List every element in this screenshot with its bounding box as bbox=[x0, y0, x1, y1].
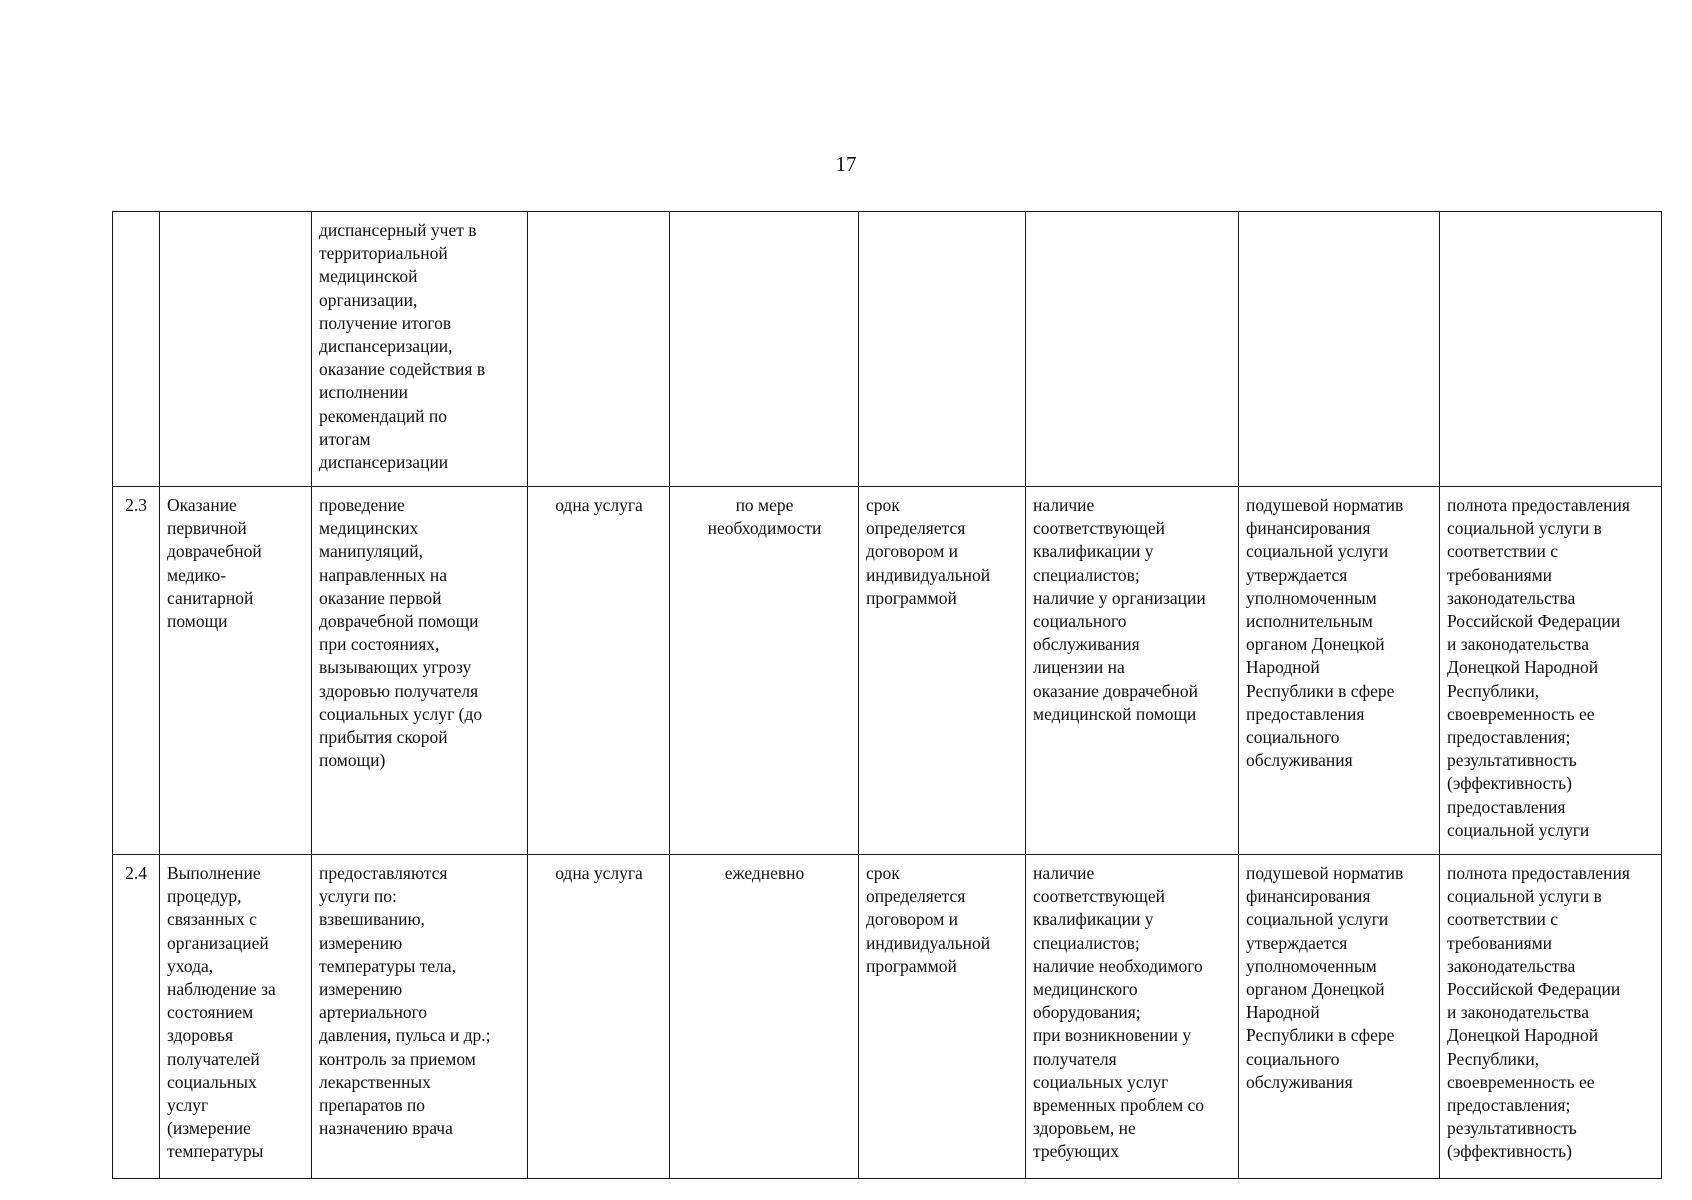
cell-quality: полнота предоставления социальной услуги в соответствии с требованиями законодательства Российской Федерации и законодательства Донецкой Народной Республики, своевременность ее предоставления; результативность (эффективность) bbox=[1440, 855, 1662, 1179]
cell-service-name: Оказание первичной доврачебной медико- санитарной помощи bbox=[160, 487, 312, 855]
table-row bbox=[113, 855, 1662, 1179]
cell-term: срок определяется договором и индивидуальной программой bbox=[859, 855, 1026, 1179]
cell-service-name bbox=[160, 212, 312, 487]
cell-conditions: наличие соответствующей квалификации у специалистов; наличие у организации социального обслуживания лицензии на оказание доврачебной медицинской помощи bbox=[1026, 487, 1239, 855]
cell-conditions: наличие соответствующей квалификации у специалистов; наличие необходимого медицинского оборудования; при возникновении у получателя социальных услуг временных проблем со здоровьем, не требующих bbox=[1026, 855, 1239, 1179]
services-table bbox=[112, 211, 1662, 1179]
page-number: 17 bbox=[835, 152, 857, 176]
cell-service-description: проведение медицинских манипуляций, направленных на оказание первой доврачебной помощи при состояниях, вызывающих угрозу здоровью получателя социальных услуг (до прибытия скорой помощи) bbox=[312, 487, 528, 855]
cell-term bbox=[859, 212, 1026, 487]
cell-financing: подушевой норматив финансирования социальной услуги утверждается уполномоченным органом Донецкой Народной Республики в сфере социального обслуживания bbox=[1239, 855, 1440, 1179]
cell-financing: подушевой норматив финансирования социальной услуги утверждается уполномоченным исполнительным органом Донецкой Народной Республики в сфере предоставления социального обслуживания bbox=[1239, 487, 1440, 855]
cell-service-description: предоставляются услуги по: взвешиванию, измерению температуры тела, измерению артериального давления, пульса и др.; контроль за приемом лекарственных препаратов по назначению врача bbox=[312, 855, 528, 1179]
cell-financing bbox=[1239, 212, 1440, 487]
cell-unit: одна услуга bbox=[528, 855, 670, 1179]
cell-number bbox=[113, 212, 160, 487]
table-row bbox=[113, 487, 1662, 855]
cell-unit: одна услуга bbox=[528, 487, 670, 855]
cell-term: срок определяется договором и индивидуальной программой bbox=[859, 487, 1026, 855]
cell-frequency bbox=[670, 212, 859, 487]
cell-quality bbox=[1440, 212, 1662, 487]
cell-quality: полнота предоставления социальной услуги в соответствии с требованиями законодательства Российской Федерации и законодательства Донецкой Народной Республики, своевременность ее предоставления; результативность (эффективность) предоставления социальной услуги bbox=[1440, 487, 1662, 855]
cell-frequency: по мере необходимости bbox=[670, 487, 859, 855]
cell-service-name: Выполнение процедур, связанных с организацией ухода, наблюдение за состоянием здоровья получателей социальных услуг (измерение температуры bbox=[160, 855, 312, 1179]
cell-unit bbox=[528, 212, 670, 487]
cell-number: 2.3 bbox=[113, 487, 160, 855]
cell-frequency: ежедневно bbox=[670, 855, 859, 1179]
cell-number: 2.4 bbox=[113, 855, 160, 1179]
table-row bbox=[113, 212, 1662, 487]
cell-conditions bbox=[1026, 212, 1239, 487]
cell-service-description: диспансерный учет в территориальной медицинской организации, получение итогов диспансеризации, оказание содействия в исполнении рекомендаций по итогам диспансеризации bbox=[312, 212, 528, 487]
